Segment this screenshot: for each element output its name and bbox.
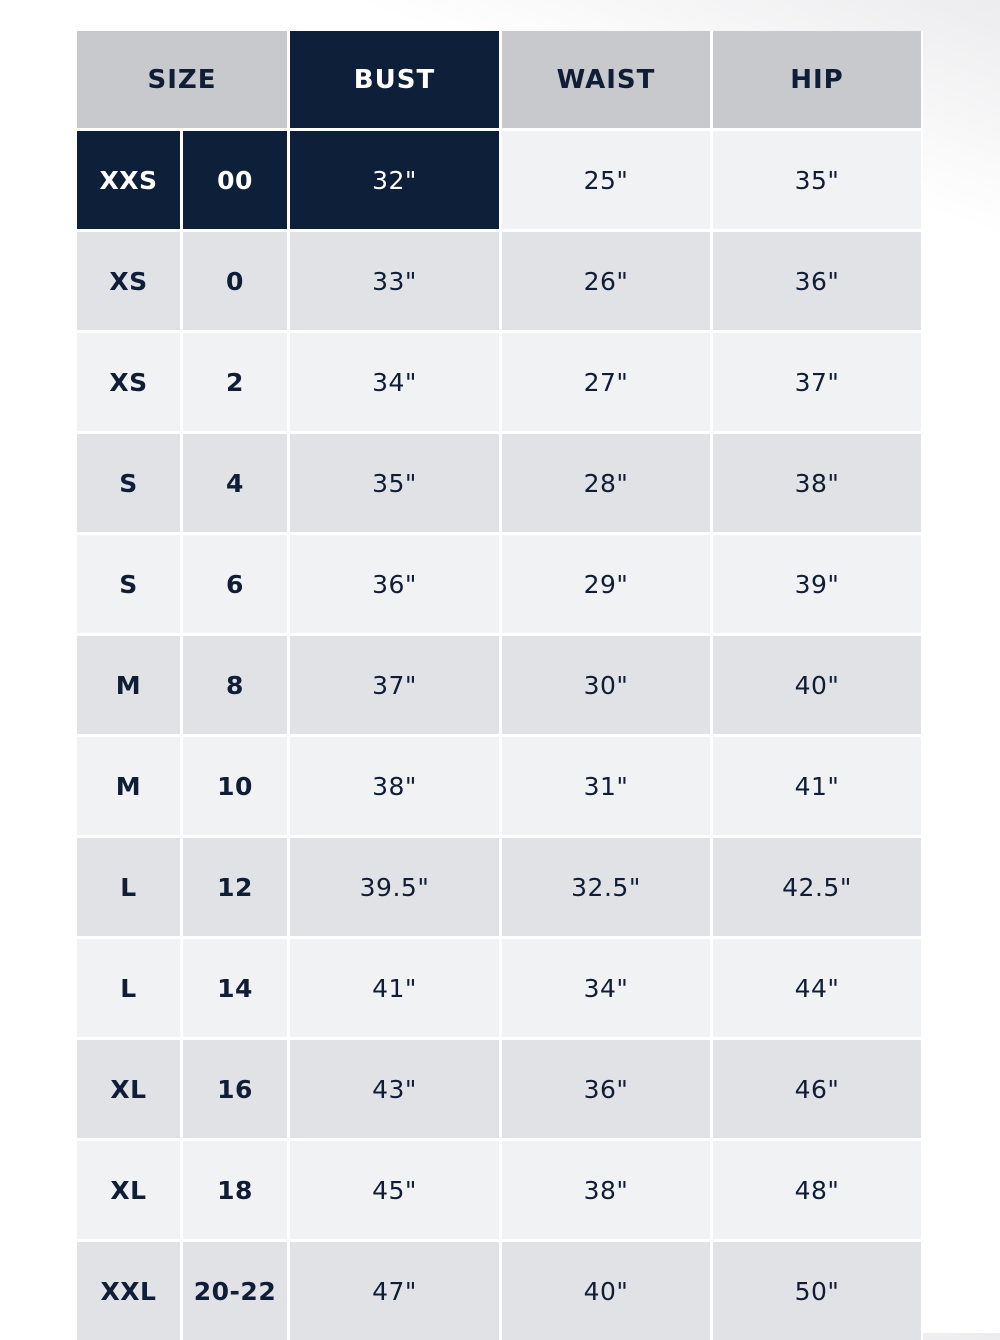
header-waist: WAIST [502, 31, 710, 128]
table-cell-hip: 35" [713, 131, 921, 229]
table-cell-letter: XXL [77, 1242, 180, 1340]
table-cell-bust: 41" [290, 939, 499, 1037]
table-cell-bust: 32" [290, 131, 499, 229]
table-cell-hip: 37" [713, 333, 921, 431]
table-cell-bust: 33" [290, 232, 499, 330]
table-cell-hip: 38" [713, 434, 921, 532]
table-cell-waist: 26" [502, 232, 710, 330]
table-cell-number: 00 [183, 131, 287, 229]
table-cell-hip: 44" [713, 939, 921, 1037]
table-cell-waist: 32.5" [502, 838, 710, 936]
table-cell-number: 8 [183, 636, 287, 734]
table-cell-bust: 45" [290, 1141, 499, 1239]
table-cell-number: 20-22 [183, 1242, 287, 1340]
table-cell-bust: 37" [290, 636, 499, 734]
table-cell-hip: 40" [713, 636, 921, 734]
table-cell-letter: S [77, 535, 180, 633]
table-cell-waist: 38" [502, 1141, 710, 1239]
table-cell-hip: 42.5" [713, 838, 921, 936]
table-cell-waist: 40" [502, 1242, 710, 1340]
table-cell-hip: 39" [713, 535, 921, 633]
table-cell-hip: 41" [713, 737, 921, 835]
table-cell-letter: XS [77, 232, 180, 330]
table-cell-waist: 36" [502, 1040, 710, 1138]
table-cell-number: 0 [183, 232, 287, 330]
table-cell-number: 12 [183, 838, 287, 936]
table-cell-bust: 38" [290, 737, 499, 835]
table-cell-number: 16 [183, 1040, 287, 1138]
table-cell-letter: L [77, 838, 180, 936]
table-cell-letter: XL [77, 1141, 180, 1239]
table-cell-waist: 34" [502, 939, 710, 1037]
table-cell-waist: 25" [502, 131, 710, 229]
table-cell-bust: 36" [290, 535, 499, 633]
table-cell-waist: 31" [502, 737, 710, 835]
table-cell-bust: 34" [290, 333, 499, 431]
header-bust: BUST [290, 31, 499, 128]
table-cell-number: 18 [183, 1141, 287, 1239]
header-hip: HIP [713, 31, 921, 128]
table-cell-letter: M [77, 636, 180, 734]
table-cell-hip: 36" [713, 232, 921, 330]
table-cell-letter: M [77, 737, 180, 835]
header-size: SIZE [77, 31, 287, 128]
table-cell-letter: S [77, 434, 180, 532]
table-cell-bust: 35" [290, 434, 499, 532]
table-cell-number: 6 [183, 535, 287, 633]
table-cell-bust: 39.5" [290, 838, 499, 936]
table-cell-waist: 27" [502, 333, 710, 431]
table-cell-waist: 29" [502, 535, 710, 633]
table-cell-bust: 47" [290, 1242, 499, 1340]
table-cell-letter: XL [77, 1040, 180, 1138]
table-cell-bust: 43" [290, 1040, 499, 1138]
table-cell-waist: 28" [502, 434, 710, 532]
table-cell-waist: 30" [502, 636, 710, 734]
table-cell-number: 4 [183, 434, 287, 532]
table-cell-letter: XS [77, 333, 180, 431]
table-cell-letter: L [77, 939, 180, 1037]
table-cell-letter: XXS [77, 131, 180, 229]
size-chart-table [77, 31, 923, 1340]
table-cell-hip: 48" [713, 1141, 921, 1239]
table-cell-hip: 50" [713, 1242, 921, 1340]
table-cell-hip: 46" [713, 1040, 921, 1138]
table-cell-number: 2 [183, 333, 287, 431]
table-cell-number: 10 [183, 737, 287, 835]
table-cell-number: 14 [183, 939, 287, 1037]
